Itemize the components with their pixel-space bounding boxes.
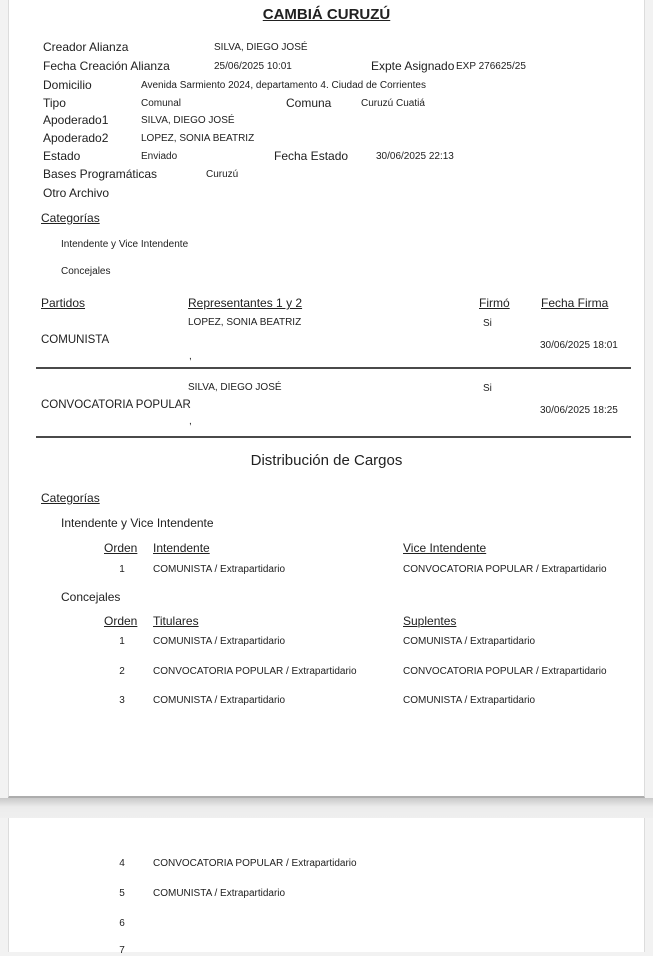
cargo-row-orden: 4 bbox=[119, 858, 125, 869]
field-label-bases-programaticas: Bases Programáticas bbox=[43, 167, 158, 181]
field-value-creador-alianza: SILVA, DIEGO JOSÉ bbox=[214, 42, 308, 53]
cargo-row-titular: CONVOCATORIA POPULAR / Extrapartidario bbox=[153, 666, 357, 677]
cargo-row-vice-intendente: CONVOCATORIA POPULAR / Extrapartidario bbox=[403, 564, 607, 575]
field-value-estado: Enviado bbox=[141, 151, 178, 162]
field-label-fecha-estado: Fecha Estado bbox=[274, 149, 349, 163]
alliance-title-text: CAMBIÁ CURUZÚ bbox=[262, 6, 391, 23]
distribucion-title: Distribución de Cargos bbox=[250, 452, 403, 469]
alliance-title bbox=[9, 6, 644, 23]
document-page-2 bbox=[8, 818, 645, 956]
partido-row-nombre: COMUNISTA bbox=[41, 334, 110, 346]
cargo-row-orden: 6 bbox=[119, 918, 125, 929]
orden-header: Orden bbox=[104, 614, 138, 628]
field-label-fecha-creacion: Fecha Creación Alianza bbox=[43, 59, 170, 73]
field-value-comuna: Curuzú Cuatiá bbox=[361, 98, 425, 109]
categoria-item-concejales: Concejales bbox=[61, 266, 111, 277]
cargo-row-suplente: CONVOCATORIA POPULAR / Extrapartidario bbox=[403, 666, 607, 677]
section-label-intendente: Intendente y Vice Intendente bbox=[61, 516, 214, 530]
partido-row-nombre: CONVOCATORIA POPULAR bbox=[41, 399, 191, 411]
cargo-row-intendente: COMUNISTA / Extrapartidario bbox=[153, 564, 286, 575]
firmo-header: Firmó bbox=[479, 296, 510, 310]
cargo-row-orden: 2 bbox=[119, 666, 125, 677]
cargo-row-suplente: COMUNISTA / Extrapartidario bbox=[403, 695, 536, 706]
intendente-header: Intendente bbox=[153, 541, 210, 555]
suplentes-header: Suplentes bbox=[403, 614, 457, 628]
categorias-heading: Categorías bbox=[41, 211, 100, 225]
fecha-firma-header: Fecha Firma bbox=[541, 296, 609, 310]
cargo-row-suplente: COMUNISTA / Extrapartidario bbox=[403, 636, 536, 647]
field-value-apoderado1: SILVA, DIEGO JOSÉ bbox=[141, 115, 235, 126]
vice-intendente-header: Vice Intendente bbox=[403, 541, 487, 555]
partido-row-representante2: , bbox=[189, 416, 192, 427]
row-separator-line bbox=[36, 367, 631, 369]
distribucion-categorias-heading: Categorías bbox=[41, 491, 100, 505]
cargo-row-titular: COMUNISTA / Extrapartidario bbox=[153, 888, 286, 899]
field-label-expte-asignado: Expte Asignado bbox=[371, 59, 455, 73]
partido-row-representante1: SILVA, DIEGO JOSÉ bbox=[188, 382, 282, 393]
field-value-apoderado2: LOPEZ, SONIA BEATRIZ bbox=[141, 133, 255, 144]
cargo-row-orden: 5 bbox=[119, 888, 125, 899]
field-value-tipo: Comunal bbox=[141, 98, 182, 109]
field-label-otro-archivo: Otro Archivo bbox=[43, 186, 110, 200]
representantes-header: Representantes 1 y 2 bbox=[188, 296, 303, 310]
cargo-row-titular: COMUNISTA / Extrapartidario bbox=[153, 636, 286, 647]
document-page-1 bbox=[8, 0, 645, 798]
partido-row-fecha-firma: 30/06/2025 18:01 bbox=[540, 340, 618, 351]
field-label-domicilio: Domicilio bbox=[43, 78, 92, 92]
categoria-item-intendente: Intendente y Vice Intendente bbox=[61, 239, 189, 250]
partido-row-representante2: , bbox=[189, 351, 192, 362]
field-value-fecha-estado: 30/06/2025 22:13 bbox=[376, 151, 454, 162]
partidos-header: Partidos bbox=[41, 296, 86, 310]
partido-row-firmo: Si bbox=[483, 383, 492, 394]
row-separator-line bbox=[36, 436, 631, 438]
field-label-tipo: Tipo bbox=[43, 96, 66, 110]
cargo-row-orden: 1 bbox=[119, 564, 125, 575]
cargo-row-orden: 1 bbox=[119, 636, 125, 647]
field-value-bases-programaticas: Curuzú bbox=[206, 169, 239, 180]
partido-row-fecha-firma: 30/06/2025 18:25 bbox=[540, 405, 618, 416]
field-value-domicilio: Avenida Sarmiento 2024, departamento 4. Ciudad de Corrientes bbox=[141, 80, 426, 91]
titulares-header: Titulares bbox=[153, 614, 199, 628]
orden-header: Orden bbox=[104, 541, 138, 555]
cargo-row-titular: COMUNISTA / Extrapartidario bbox=[153, 695, 286, 706]
cargo-row-orden: 7 bbox=[119, 945, 125, 956]
field-label-estado: Estado bbox=[43, 149, 81, 163]
field-label-apoderado1: Apoderado1 bbox=[43, 113, 109, 127]
cargo-row-titular: CONVOCATORIA POPULAR / Extrapartidario bbox=[153, 858, 357, 869]
partido-row-representante1: LOPEZ, SONIA BEATRIZ bbox=[188, 317, 302, 328]
field-value-expte-asignado: EXP 276625/25 bbox=[456, 61, 526, 72]
field-label-comuna: Comuna bbox=[286, 96, 332, 110]
field-label-apoderado2: Apoderado2 bbox=[43, 131, 109, 145]
cargo-row-orden: 3 bbox=[119, 695, 125, 706]
section-label-concejales: Concejales bbox=[61, 590, 121, 604]
page-break-gap bbox=[0, 798, 653, 818]
field-label-creador-alianza: Creador Alianza bbox=[43, 40, 129, 54]
partido-row-firmo: Si bbox=[483, 318, 492, 329]
field-value-fecha-creacion: 25/06/2025 10:01 bbox=[214, 61, 292, 72]
